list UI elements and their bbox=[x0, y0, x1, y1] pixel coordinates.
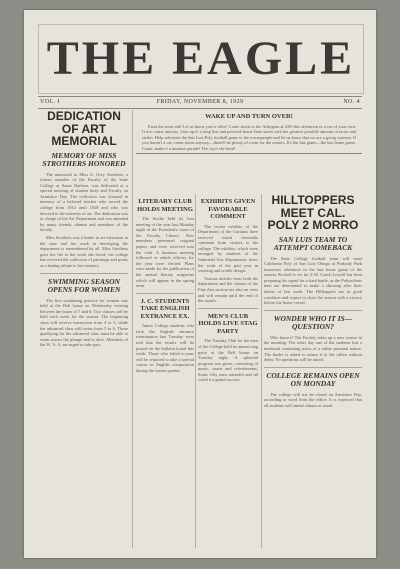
article-text: The memorial to Miss A. Grey Strothers, a former member of the Faculty of the State College at Santa Barbara, was dedicated at a special meeting of student body and Faculty on Armistice Day. The collection was donated in memory of a beloved teacher who served the college from 1914 until 1928 and who was devoted to the interests of art. The dedication was in charge of the Art Department and was attended by many friends, alumni and members of the faculty. bbox=[40, 171, 128, 233]
column-4 bbox=[264, 194, 362, 550]
column-divider bbox=[132, 110, 133, 548]
headline-wake-up: WAKE UP AND TURN OVER! bbox=[205, 113, 293, 120]
article-text: The Scribe held its first meeting of the year last Monday night at the President's room of the Faculty Library. New members presented original papers and were received into the club. A business meeting followed at which officers for the year were elected. Plans were made for the publication of the annual literary magazine which will appear in the spring term. bbox=[136, 216, 194, 289]
headline-mens-club: MEN'S CLUB HOLDS LIVE STAG PARTY bbox=[198, 312, 258, 335]
divider bbox=[198, 308, 258, 309]
headline-college-open: COLLEGE REMAINS OPEN ON MONDAY bbox=[266, 370, 360, 389]
masthead bbox=[38, 24, 364, 94]
headline-hilltoppers: HILLTOPPERS MEET CAL. POLY 2 MORRO bbox=[267, 194, 359, 232]
volume-label: VOL. I bbox=[40, 99, 60, 105]
column-divider bbox=[261, 194, 262, 548]
issue-date: FRIDAY, NOVEMBER 8, 1929 bbox=[156, 99, 244, 105]
headline-swimming: SWIMMING SEASON OPENS FOR WOMEN bbox=[47, 276, 121, 295]
column-divider bbox=[195, 194, 196, 548]
headline-dedication: DEDICATION OF ART MEMORIAL bbox=[47, 110, 121, 148]
headline-english-exam: J. C. STUDENTS TAKE ENGLISH EXTRANCE EX. bbox=[140, 297, 190, 320]
issue-number: NO. 4 bbox=[343, 99, 360, 105]
article-text: Miss Strothers was a leader in art education in the state and her work in developing the department is remembered by all. Miss Strothers gave her life to the work she loved; the college has received the collection of paintings and prints as a lasting tribute to her memory. bbox=[40, 235, 128, 268]
subhead-memory: MEMORY OF MISS STROTHERS HONORED bbox=[42, 150, 126, 168]
article-text: Junior College students who took the English entrance examination last Tuesday were told that the results will be posted on the bulletin board this week. Those who failed to pass will be required to take a special course in English composition during the winter quarter. bbox=[136, 323, 194, 373]
dateline bbox=[38, 96, 362, 109]
divider bbox=[264, 367, 362, 368]
divider bbox=[40, 273, 128, 274]
masthead-title: THE EAGLE bbox=[46, 32, 356, 85]
article-text: The college will not be closed on Armistice Day, according to word from the office. It is expected that all students will attend classes as usual. bbox=[264, 391, 362, 408]
notice-text: Faint the town red! Let us know you're alive! Come down to the Arlington at 4:00 this afternoon in a car of your own. If not, come anyway. Line up to a long line and proceed down State street with the greatest possible amount of noise and racket. Help advertise the San Luis Poly football game to the townspeople and let us know that we are a going concern. If you haven't a car, come down anyway—there'll be plenty of room for the rooters. It's the last game—the last home game. Come, make it a monster parade! The city's the limit! bbox=[142, 123, 356, 151]
article-text: The State College football team will meet California Poly of San Luis Obispo at Peabody Park tomorrow afternoon in the last home game of the season. Kickoff is set for 2:30. Coach Lowell has been preparing his squad for a hard battle, as the Polytechnic men are determined to make a showing after their defeat of last week. The Hilltoppers are in good condition and expect to close the season with a victory before the home crowd. bbox=[264, 255, 362, 306]
notice-box bbox=[136, 110, 362, 154]
column-1 bbox=[40, 110, 128, 550]
divider bbox=[136, 293, 194, 294]
subhead-san-luis: SAN LUIS TEAM TO ATTEMPT COMEBACK bbox=[273, 234, 353, 252]
headline-wonder: WONDER WHO IT IS—QUESTION? bbox=[273, 313, 353, 332]
headline-exhibits: EXHIBITS GIVEN FAVORABLE COMMENT bbox=[200, 198, 256, 220]
newspaper-page bbox=[24, 10, 376, 558]
column-2 bbox=[136, 194, 194, 550]
column-3 bbox=[198, 194, 258, 550]
divider bbox=[264, 310, 362, 311]
headline-literary-club: LITERARY CLUB HOLDS MEETING bbox=[137, 198, 193, 213]
article-text: Various articles from both the department and the classes of the Fine Arts section are also on view and will remain until the end of the month. bbox=[198, 275, 258, 304]
article-text: The first swimming practice for women was held at the Belt house on Wednesday evening between the hours of 7 and 8. Two classes will be held each week for the season. The beginning class will receive instruction from 4 to 5, while the advanced class will swim from 5 to 6. Those qualifying for the advanced class must be able to swim across the plunge and to dive. Members of the W. A. A. are urged to take part. bbox=[40, 297, 128, 348]
article-text: Who knows? The Faculty takes up a new course in the morning. The other day one of the students lost a notebook containing notes of a rather personal nature. The finder is asked to return it to the office without delay. No questions will be asked. bbox=[264, 334, 362, 363]
article-text: The Tuesday Club for the men of the College held its annual stag party at the Belt house on Tuesday night. A splendid program was given, consisting of music, stunts and refreshments. Some fifty men attended and all voted it a grand success. bbox=[198, 338, 258, 383]
article-text: The recent exhibits of the Department of the Curtains have received much favorable comment from visitors to the college. The exhibits, which were arranged by students of the Industrial Arts Department, show the work of the past year in weaving and textile design. bbox=[198, 223, 258, 274]
